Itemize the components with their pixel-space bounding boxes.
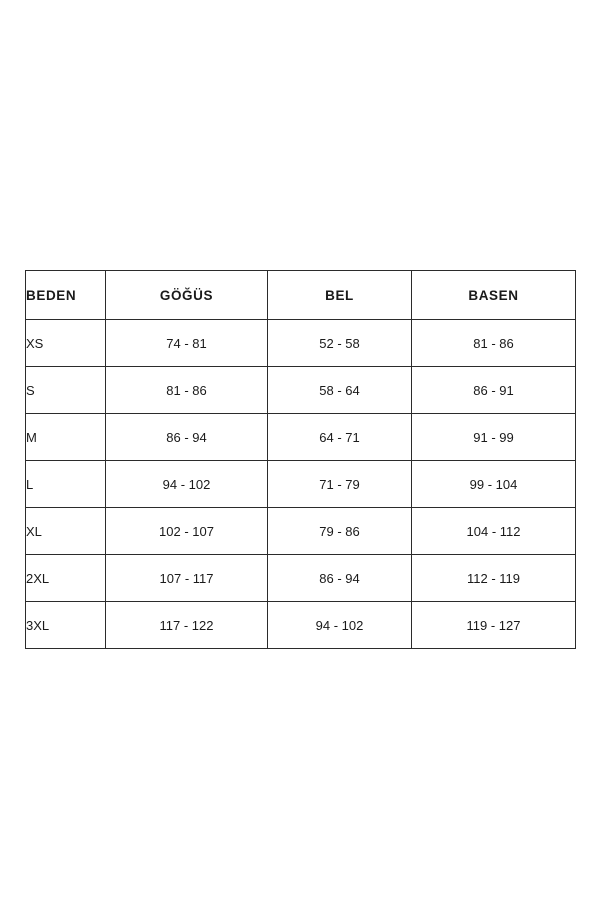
cell-chest: 117 - 122 (106, 602, 268, 649)
cell-size: XL (26, 508, 106, 555)
cell-waist: 64 - 71 (268, 414, 412, 461)
table-row (26, 508, 576, 555)
column-header-hips: BASEN (412, 271, 576, 320)
table-row (26, 414, 576, 461)
size-chart-table (25, 270, 576, 649)
cell-waist: 79 - 86 (268, 508, 412, 555)
cell-waist: 58 - 64 (268, 367, 412, 414)
cell-size: L (26, 461, 106, 508)
cell-chest: 81 - 86 (106, 367, 268, 414)
cell-hips: 81 - 86 (412, 320, 576, 367)
column-header-size: BEDEN (26, 271, 106, 320)
cell-waist: 94 - 102 (268, 602, 412, 649)
table-row (26, 367, 576, 414)
table-header-row (26, 271, 576, 320)
cell-chest: 102 - 107 (106, 508, 268, 555)
size-chart-container (25, 270, 575, 649)
table-row (26, 555, 576, 602)
cell-chest: 86 - 94 (106, 414, 268, 461)
table-row (26, 461, 576, 508)
cell-hips: 99 - 104 (412, 461, 576, 508)
cell-size: S (26, 367, 106, 414)
column-header-chest: GÖĞÜS (106, 271, 268, 320)
cell-hips: 104 - 112 (412, 508, 576, 555)
cell-hips: 91 - 99 (412, 414, 576, 461)
cell-waist: 86 - 94 (268, 555, 412, 602)
table-row (26, 602, 576, 649)
cell-waist: 71 - 79 (268, 461, 412, 508)
cell-size: 3XL (26, 602, 106, 649)
cell-hips: 112 - 119 (412, 555, 576, 602)
cell-hips: 119 - 127 (412, 602, 576, 649)
table-body (26, 320, 576, 649)
table-row (26, 320, 576, 367)
cell-size: 2XL (26, 555, 106, 602)
cell-size: XS (26, 320, 106, 367)
cell-size: M (26, 414, 106, 461)
cell-hips: 86 - 91 (412, 367, 576, 414)
table-header (26, 271, 576, 320)
cell-chest: 107 - 117 (106, 555, 268, 602)
cell-chest: 74 - 81 (106, 320, 268, 367)
cell-waist: 52 - 58 (268, 320, 412, 367)
column-header-waist: BEL (268, 271, 412, 320)
cell-chest: 94 - 102 (106, 461, 268, 508)
